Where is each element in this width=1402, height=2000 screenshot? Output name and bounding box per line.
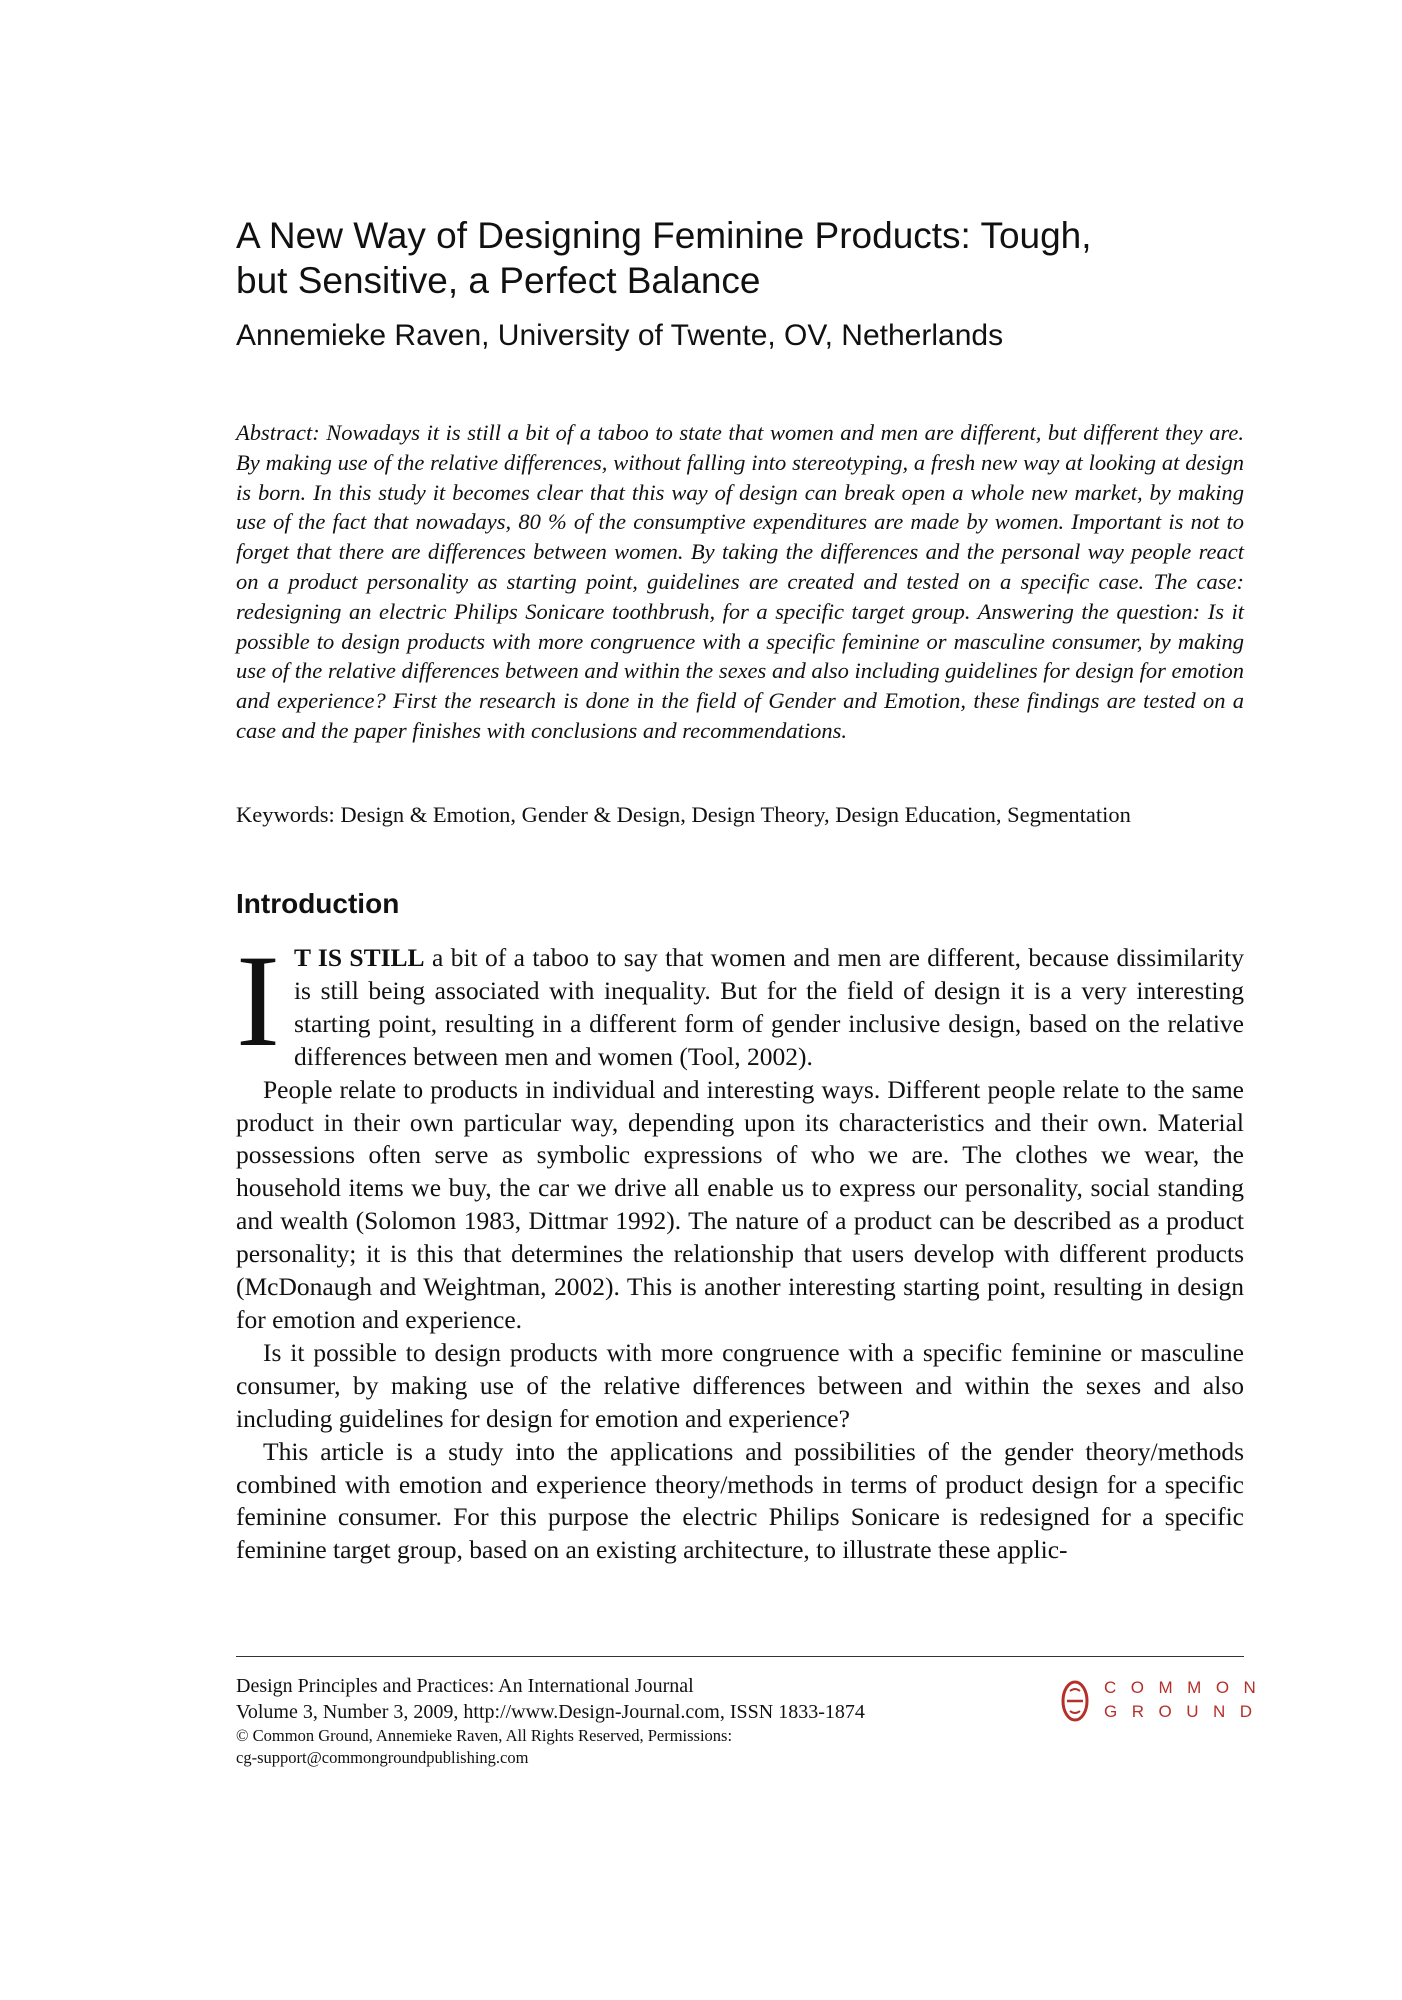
author-affiliation: Annemieke Raven, University of Twente, OV, Netherlands	[236, 319, 1004, 352]
copyright-notice: © Common Ground, Annemieke Raven, All Rights Reserved, Permissions:	[236, 1726, 733, 1745]
paper-title	[236, 213, 1244, 303]
lead-in-text: T IS STILL	[293, 943, 425, 972]
intro-paragraph-1	[236, 927, 1244, 1074]
drop-cap: I	[236, 927, 280, 1074]
intro-paragraph-2: People relate to products in individual and interesting ways. Different people relate to the same product in their own particular way, depending upon its characteristics and their own. Material possessions often serve as symbolic expressions of who we are. The clothes we wear, the household items we buy, the car we drive all enable us to express our personality, social standing and wealth (Solomon 1983, Dittmar 1992). The nature of a product can be described as a product personality; it is this that determines the relationship that users develop with different products (McDonaugh and Weightman, 2002). This is another interesting starting point, resulting in design for emotion and experience.	[236, 1074, 1244, 1334]
brand-word-ground: GROUND	[1104, 1702, 1267, 1721]
paper-title-line-1: A New Way of Designing Feminine Products: Tough,	[236, 215, 1092, 256]
common-ground-logo	[1060, 1678, 1271, 1726]
intro-paragraph-4: This article is a study into the applications and possibilities of the gender theory/methods combined with emotion and experience theory/methods in terms of product design for a specific feminine consumer. For this purpose the electric Philips Sonicare is redesigned for a specific feminine target group, based on an existing architecture, to illustrate these applic-	[236, 1436, 1244, 1565]
intro-paragraph-3: Is it possible to design products with more congruence with a specific feminine or masculine consumer, by making use of the relative differences between and within the sexes and also including guidelines for design for emotion and experience?	[236, 1337, 1244, 1433]
journal-name: Design Principles and Practices: An International Journal	[236, 1675, 694, 1697]
support-email: cg-support@commongroundpublishing.com	[236, 1748, 529, 1767]
footer-divider	[236, 1656, 1244, 1657]
paper-title-line-2: but Sensitive, a Perfect Balance	[236, 260, 761, 301]
journal-footer	[236, 1673, 936, 1769]
brand-word-common: COMMON	[1104, 1678, 1271, 1697]
section-heading-introduction: Introduction	[236, 888, 400, 919]
keywords: Keywords: Design & Emotion, Gender & Design, Design Theory, Design Education, Segmentation	[236, 802, 1131, 827]
introduction-body	[236, 927, 1244, 1567]
abstract: Abstract: Nowadays it is still a bit of a taboo to state that women and men are different, but different they are. By making use of the relative differences, without falling into stereotyping, a fresh new way at looking at design is born. In this study it becomes clear that this way of design can break open a whole new market, by making use of the fact that nowadays, 80 % of the consumptive expenditures are made by women. Important is not to forget that there are differences between women. By taking the differences and the personal way people react on a product personality as starting point, guidelines are created and tested on a specific case. The case: redesigning an electric Philips Sonicare toothbrush, for a specific target group. Answering the question: Is it possible to design products with more congruence with a specific feminine or masculine consumer, by making use of the relative differences between and within the sexes and also including guidelines for design for emotion and experience? First the research is done in the field of Gender and Emotion, these findings are tested on a case and the paper finishes with conclusions and recommendations.	[236, 420, 1244, 743]
intro-paragraph-1-text: a bit of a taboo to say that women and men are different, because dissimilarity is still being associated with inequality. But for the field of design it is a very interesting starting point, resulting in a different form of gender inclusive design, based on the relative differences between men and women (Tool, 2002).	[293, 943, 1244, 1071]
journal-volume: Volume 3, Number 3, 2009, http://www.Design-Journal.com, ISSN 1833-1874	[236, 1701, 865, 1723]
common-ground-emblem-icon	[1060, 1678, 1090, 1724]
